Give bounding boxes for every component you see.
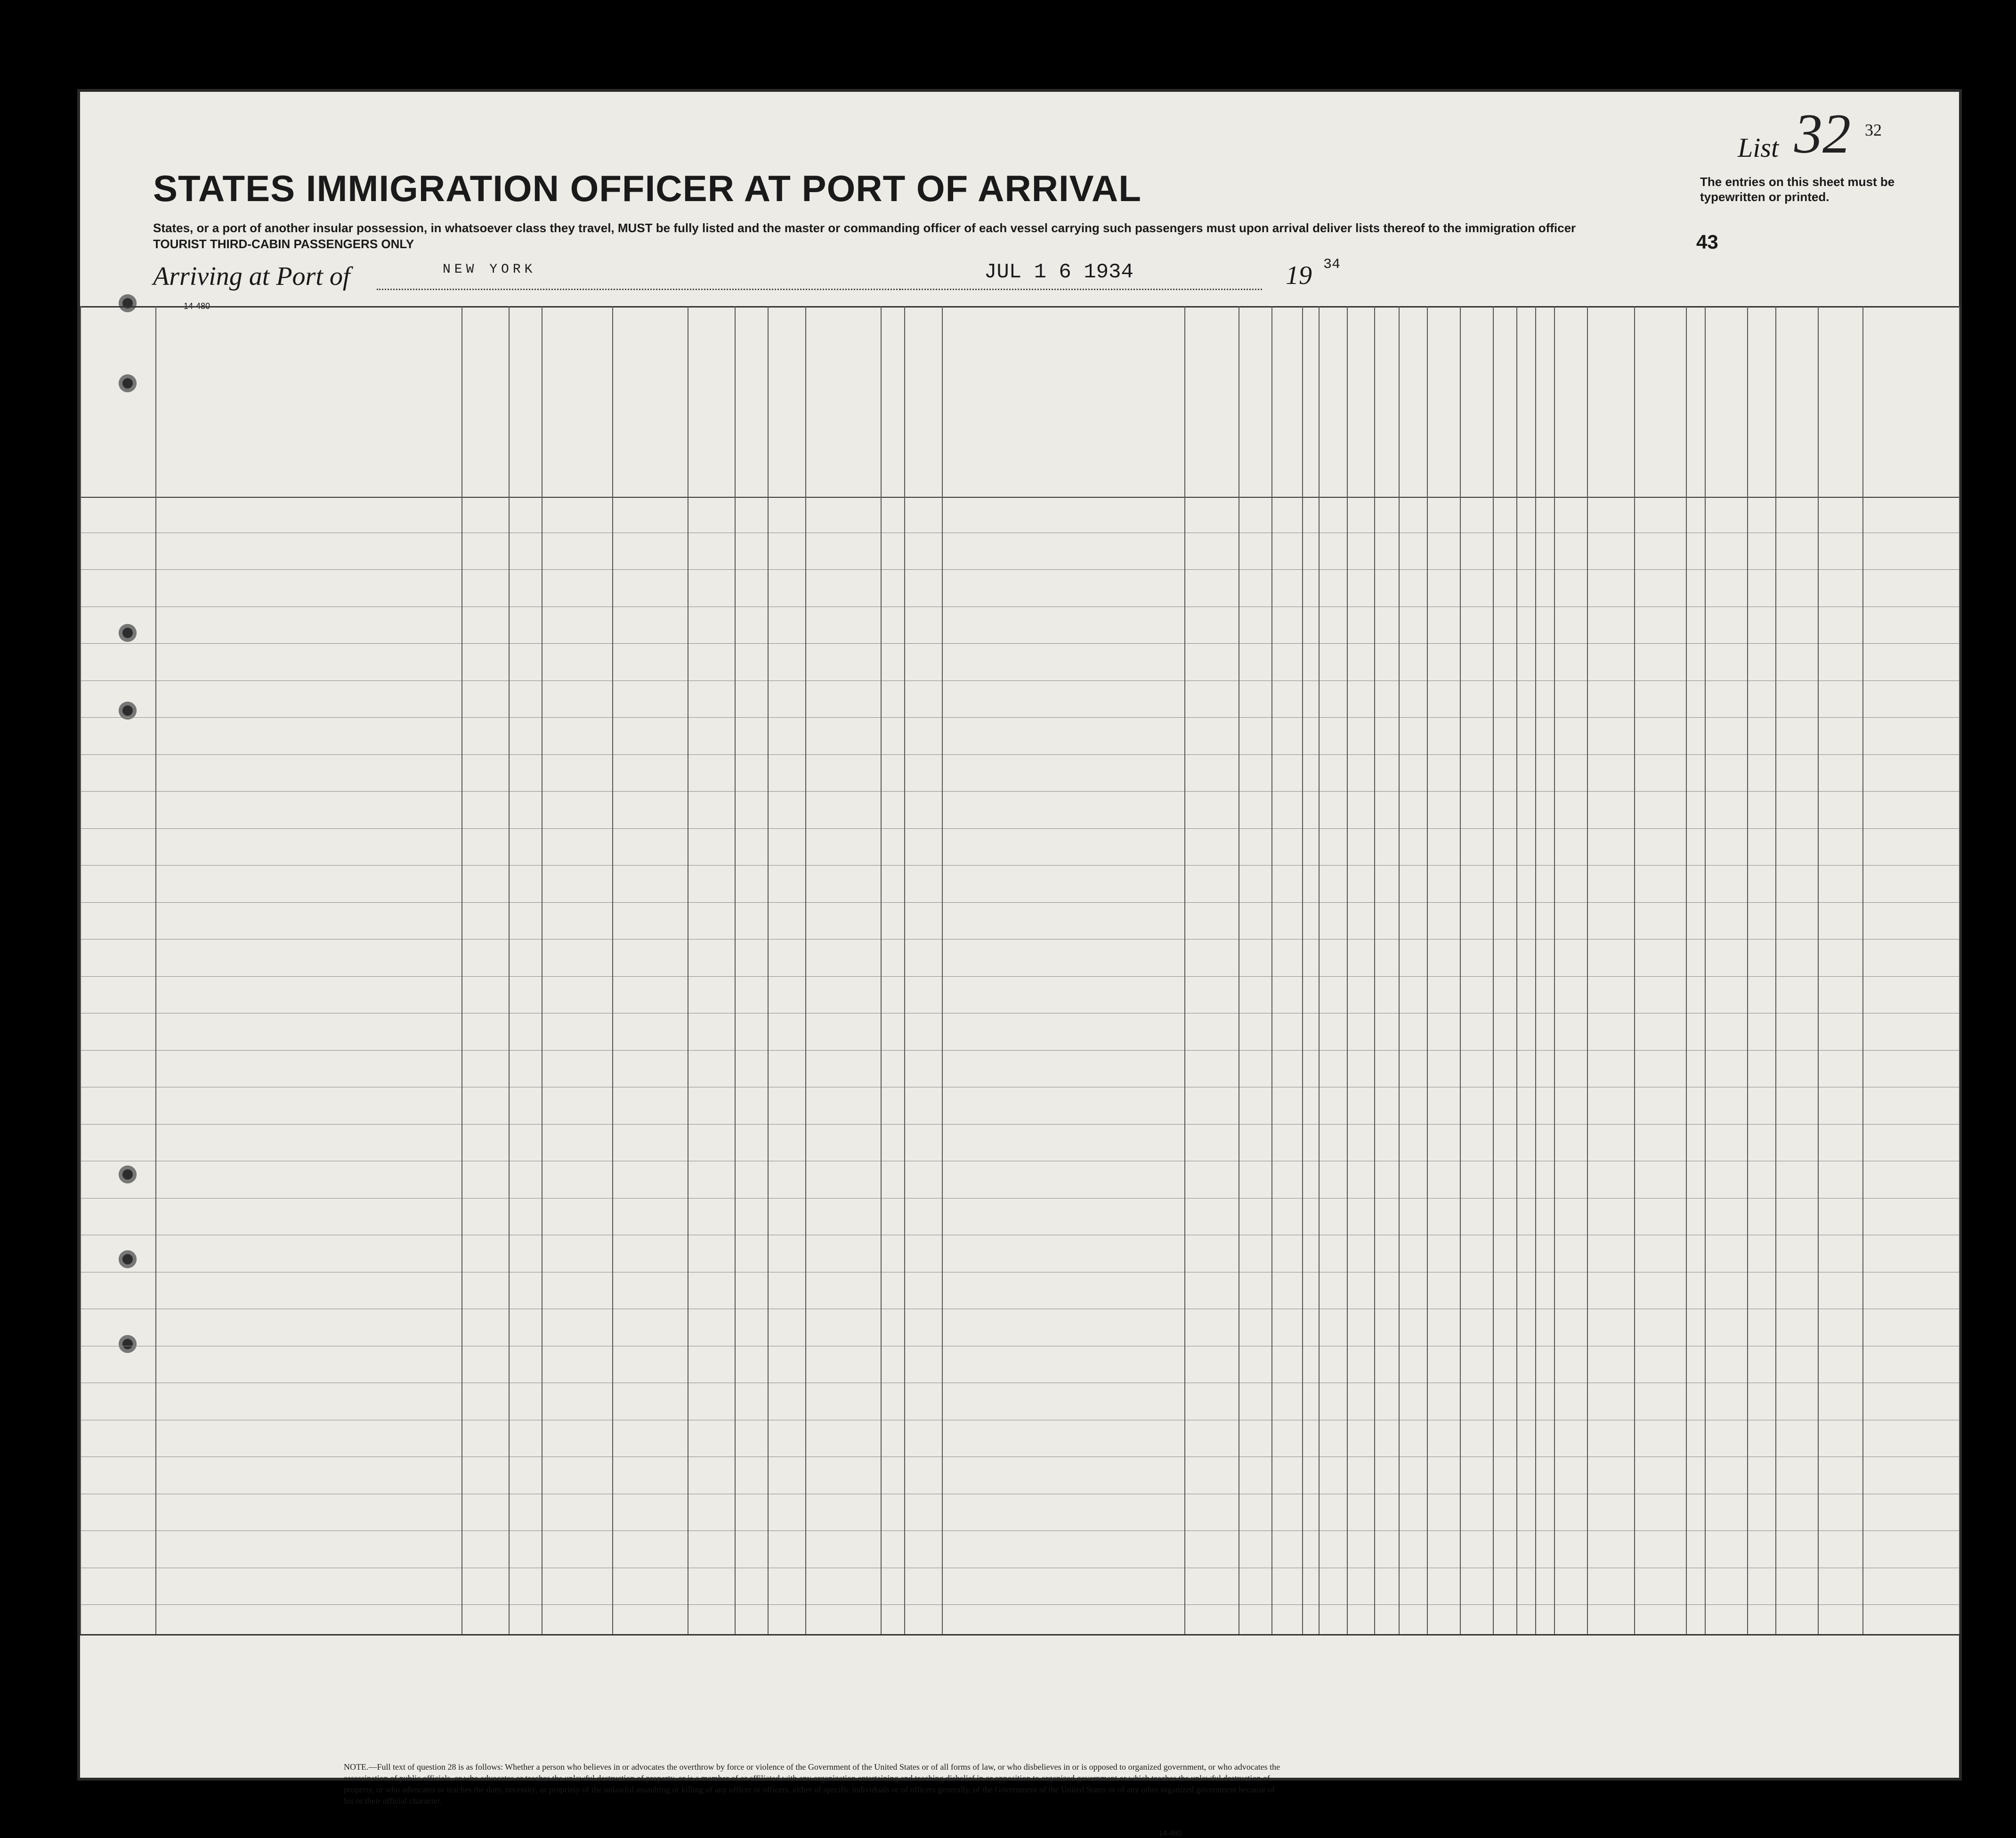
year-prefix: 19 — [1286, 261, 1312, 290]
column-rule — [1302, 306, 1303, 1634]
binder-hole-icon — [119, 294, 137, 312]
column-rule — [1818, 306, 1819, 1634]
column-rule — [1427, 306, 1428, 1634]
port-underline — [377, 289, 965, 290]
binder-hole-icon — [119, 374, 137, 392]
column-rule — [1374, 306, 1375, 1634]
table-bottom-rule — [80, 1634, 1959, 1636]
column-rule — [1959, 306, 1960, 1634]
column-rule — [1347, 306, 1348, 1634]
column-rule — [1516, 306, 1517, 1634]
binder-hole-icon — [119, 624, 137, 642]
arriving-label: Arriving at Port of — [153, 262, 350, 291]
binder-hole-icon — [119, 1335, 137, 1353]
row-rule — [80, 1050, 1959, 1051]
row-rule — [80, 1530, 1959, 1531]
page-title: STATES IMMIGRATION OFFICER AT PORT OF ARRIVAL — [153, 168, 1142, 209]
footnote: NOTE.—Full text of question 28 is as follows: Whether a person who believes in or advocates the overthrow by force or violence of the Government of the United States or of all forms of law, or who disbelieves in or is opposed to organized government, or who advocates the assassination of public officials, or who advocates or teaches the unlawful destruction of property, or is a member of or affiliated with any organization entertaining and teaching disbelief in or opposition to organized government or which teaches the unlawful destruction of property, or who advocates or teaches the duty, necessity, or propriety of the unlawful assaulting or killing of any officer or officers, either of specific individuals or of officers generally, of the Government of the United States or of any other organized government because of his or their official character. — [344, 1762, 1280, 1806]
column-rule — [1399, 306, 1400, 1634]
column-rule — [805, 306, 806, 1634]
column-rule — [1747, 306, 1748, 1634]
row-rule — [80, 976, 1959, 977]
sheet-number: 43 — [1696, 231, 1718, 253]
column-rule — [1554, 306, 1555, 1634]
column-rule — [904, 306, 905, 1634]
passenger-class: TOURIST THIRD-CABIN PASSENGERS ONLY — [153, 237, 414, 251]
row-rule — [80, 680, 1959, 681]
top-rule — [80, 306, 1959, 308]
column-rule — [80, 306, 81, 1634]
form-code-footer: 14-480 — [1158, 1830, 1182, 1838]
binder-hole-icon — [119, 1250, 137, 1268]
typewritten-note: The entries on this sheet must be typewritten or printed. — [1700, 175, 1895, 204]
row-rule — [80, 754, 1959, 755]
port-value: NEW YORK — [443, 262, 536, 277]
column-rule — [1184, 306, 1185, 1634]
column-rule — [768, 306, 769, 1634]
column-rule — [1862, 306, 1863, 1634]
date-stamp: JUL 1 6 1934 — [984, 260, 1133, 284]
row-rule — [80, 791, 1959, 792]
column-rule — [735, 306, 736, 1634]
row-rule — [80, 865, 1959, 866]
column-rule — [1271, 306, 1272, 1634]
header-bottom-rule — [80, 497, 1959, 498]
binder-hole-icon — [119, 1166, 137, 1183]
row-rule — [80, 1124, 1959, 1125]
instructions: States, or a port of another insular possession, in whatsoever class they travel, MUST be fully listed and the master or commanding officer of each vessel carrying such passengers must upon arrival deliver lists thereof to the immigration officer TOURIST THIRD-CABIN PASSENGERS ONLY — [153, 221, 1576, 251]
column-rule — [1686, 306, 1687, 1634]
row-rule — [80, 1604, 1959, 1605]
column-rule — [1705, 306, 1706, 1634]
column-rule — [1634, 306, 1635, 1634]
column-rule — [1535, 306, 1536, 1634]
row-rule — [80, 717, 1959, 718]
column-rule — [1775, 306, 1776, 1634]
column-rule — [612, 306, 613, 1634]
form-code: 14-480 — [184, 301, 211, 311]
row-rule — [80, 828, 1959, 829]
column-rule — [1460, 306, 1461, 1634]
date-underline — [899, 289, 1262, 290]
column-rule — [461, 306, 462, 1634]
list-number: 32 — [1794, 102, 1851, 165]
column-rule — [881, 306, 882, 1634]
column-rule — [1587, 306, 1588, 1634]
column-rule — [942, 306, 943, 1634]
manifest-sheet — [80, 92, 1959, 1838]
column-rule — [155, 306, 156, 1634]
row-rule — [80, 643, 1959, 644]
column-rule — [1319, 306, 1320, 1634]
year-suffix: 34 — [1323, 257, 1341, 273]
list-number-alt: 32 — [1865, 121, 1882, 139]
column-rule — [509, 306, 510, 1634]
column-rule — [1493, 306, 1494, 1634]
row-rule — [80, 902, 1959, 903]
row-rule — [80, 569, 1959, 570]
list-label: List — [1738, 132, 1779, 163]
